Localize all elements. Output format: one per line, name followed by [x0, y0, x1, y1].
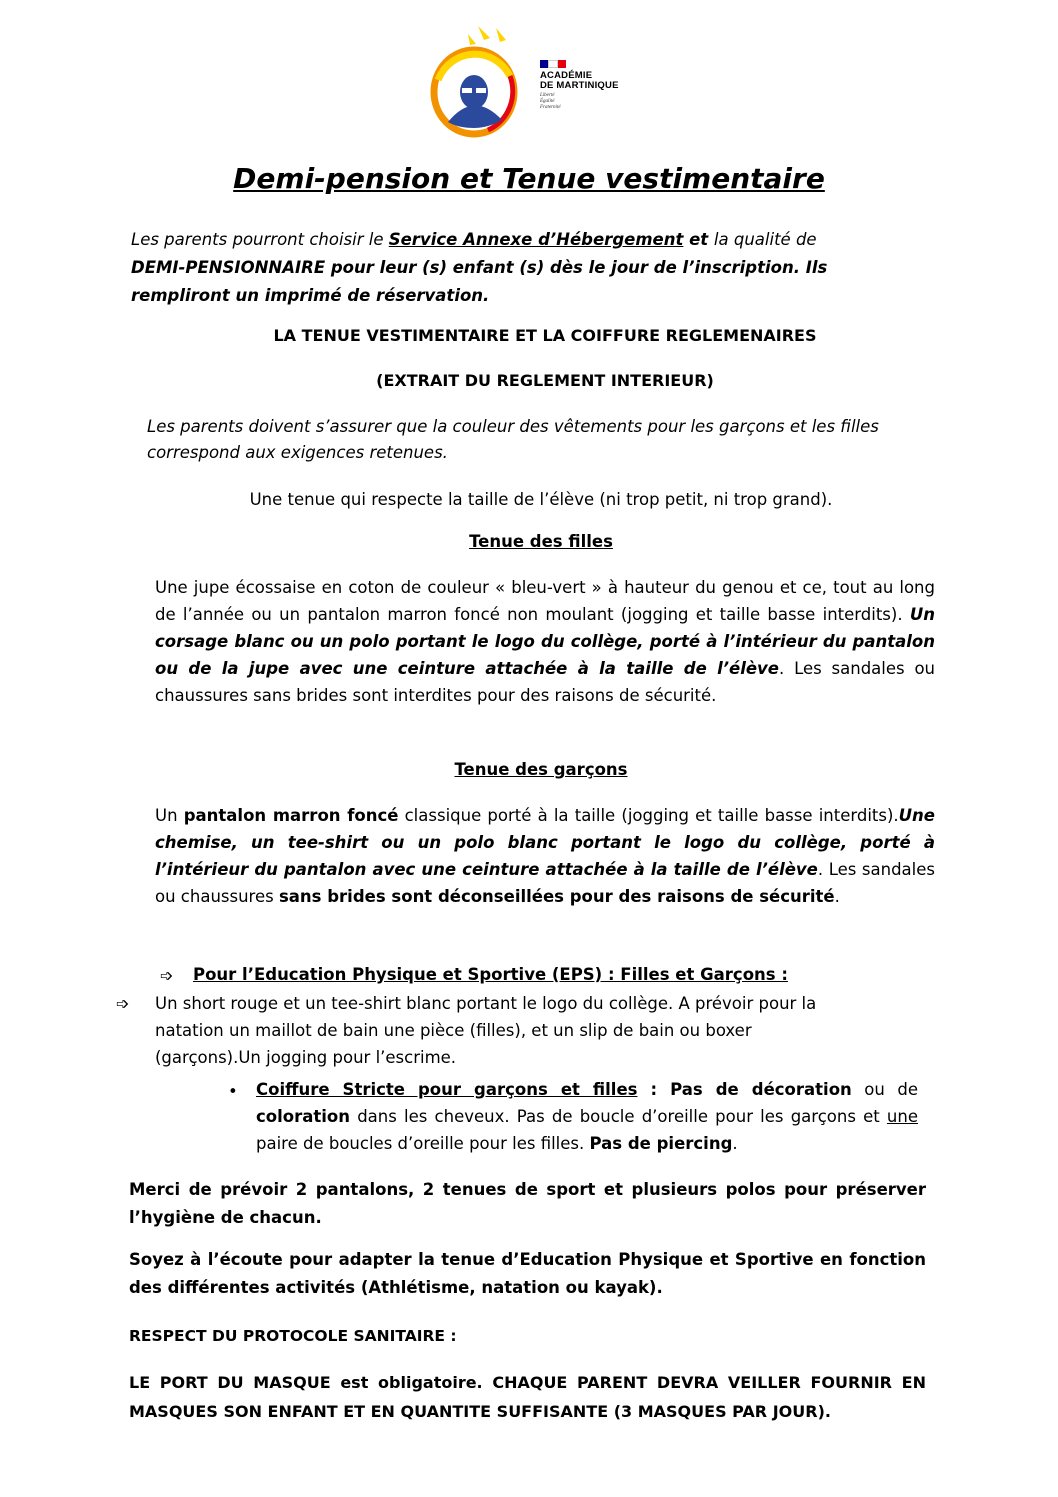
girls-paragraph: Une jupe écossaise en coton de couleur « bleu-vert » à hauteur du genou et ce, tout au long de l’année ou un pantalon marron foncé non moulant (jogging et taille basse interdits). Un corsage blanc ou un polo portant le logo du collège, porté à l’intérieur du pantalon ou de la jupe avec une ceinture attachée à la taille de l’élève. Les sandales ou chaussures sans brides sont interdites pour des raisons de sécurité. — [155, 578, 935, 705]
sanitary-heading: RESPECT DU PROTOCOLE SANITAIRE : — [129, 1327, 457, 1345]
size-note: Une tenue qui respecte la taille de l’élève (ni trop petit, ni trop grand). — [249, 490, 833, 509]
boys-heading: Tenue des garçons — [454, 760, 628, 779]
girls-heading: Tenue des filles — [469, 532, 613, 551]
section-heading-extrait: (EXTRAIT DU REGLEMENT INTERIEUR) — [376, 371, 714, 390]
school-logo — [418, 20, 526, 138]
mask-paragraph: LE PORT DU MASQUE est obligatoire. CHAQUE PARENT DEVRA VEILLER FOURNIR EN MASQUES SON ENFANT ET EN QUANTITE SUFFISANTE (3 MASQUES PAR JOUR). — [129, 1373, 926, 1421]
service-annexe-label: Service Annexe d’Hébergement — [388, 230, 684, 249]
boys-paragraph: Un pantalon marron foncé classique porté à la taille (jogging et taille basse interdits).Une chemise, un tee-shirt ou un polo blanc portant le logo du collège, porté à l’intérieur du pantalon avec une ceinture attachée à la taille de l’élève. Les sandales ou chaussures sans brides sont déconseillées pour des raisons de sécurité. — [155, 806, 935, 906]
pointer-arrow-icon: ➩ — [116, 994, 130, 1013]
french-flag-icon — [540, 60, 566, 68]
page-title: Demi-pension et Tenue vestimentaire — [233, 162, 825, 195]
eps-paragraph: Un short rouge et un tee-shirt blanc portant le logo du collège. A prévoir pour la natation un maillot de bain une pièce (filles), et un slip de bain ou boxer (garçons).Un jogging pour l’escrime. — [155, 994, 817, 1067]
section-heading-tenue: LA TENUE VESTIMENTAIRE ET LA COIFFURE REGLEMENAIRES — [273, 326, 817, 345]
bullet-icon: • — [228, 1082, 238, 1101]
academy-motto: Liberté Égalité Fraternité — [540, 93, 561, 110]
intro-paragraph: Les parents pourront choisir le Service Annexe d’Hébergement et la qualité de DEMI-PENSIONNAIRE pour leur (s) enfant (s) dès le jour de l’inscription. Ils rempliront un imprimé de réservation. — [131, 230, 828, 305]
closing-paragraph-2: Soyez à l’écoute pour adapter la tenue d’Education Physique et Sportive en fonction des différentes activités (Athlétisme, natation ou kayak). — [129, 1250, 926, 1297]
academy-name-line1: ACADÉMIE — [540, 70, 593, 81]
pointer-arrow-icon: ➩ — [160, 966, 174, 985]
hair-paragraph: Coiffure Stricte pour garçons et filles : Pas de décoration ou de coloration dans les cheveux. Pas de boucle d’oreille pour les garçons et une paire de boucles d’oreille pour les filles. Pas de piercing. — [256, 1080, 918, 1153]
parents-note: Les parents doivent s’assurer que la couleur des vêtements pour les garçons et les filles correspond aux exigences retenues. — [147, 417, 879, 462]
closing-paragraph-1: Merci de prévoir 2 pantalons, 2 tenues de sport et plusieurs polos pour préserver l’hygiène de chacun. — [129, 1180, 926, 1227]
eps-heading: Pour l’Education Physique et Sportive (EPS) : Filles et Garçons : — [193, 965, 788, 984]
academy-name-line2: DE MARTINIQUE — [540, 80, 619, 91]
academy-logo — [540, 60, 640, 111]
